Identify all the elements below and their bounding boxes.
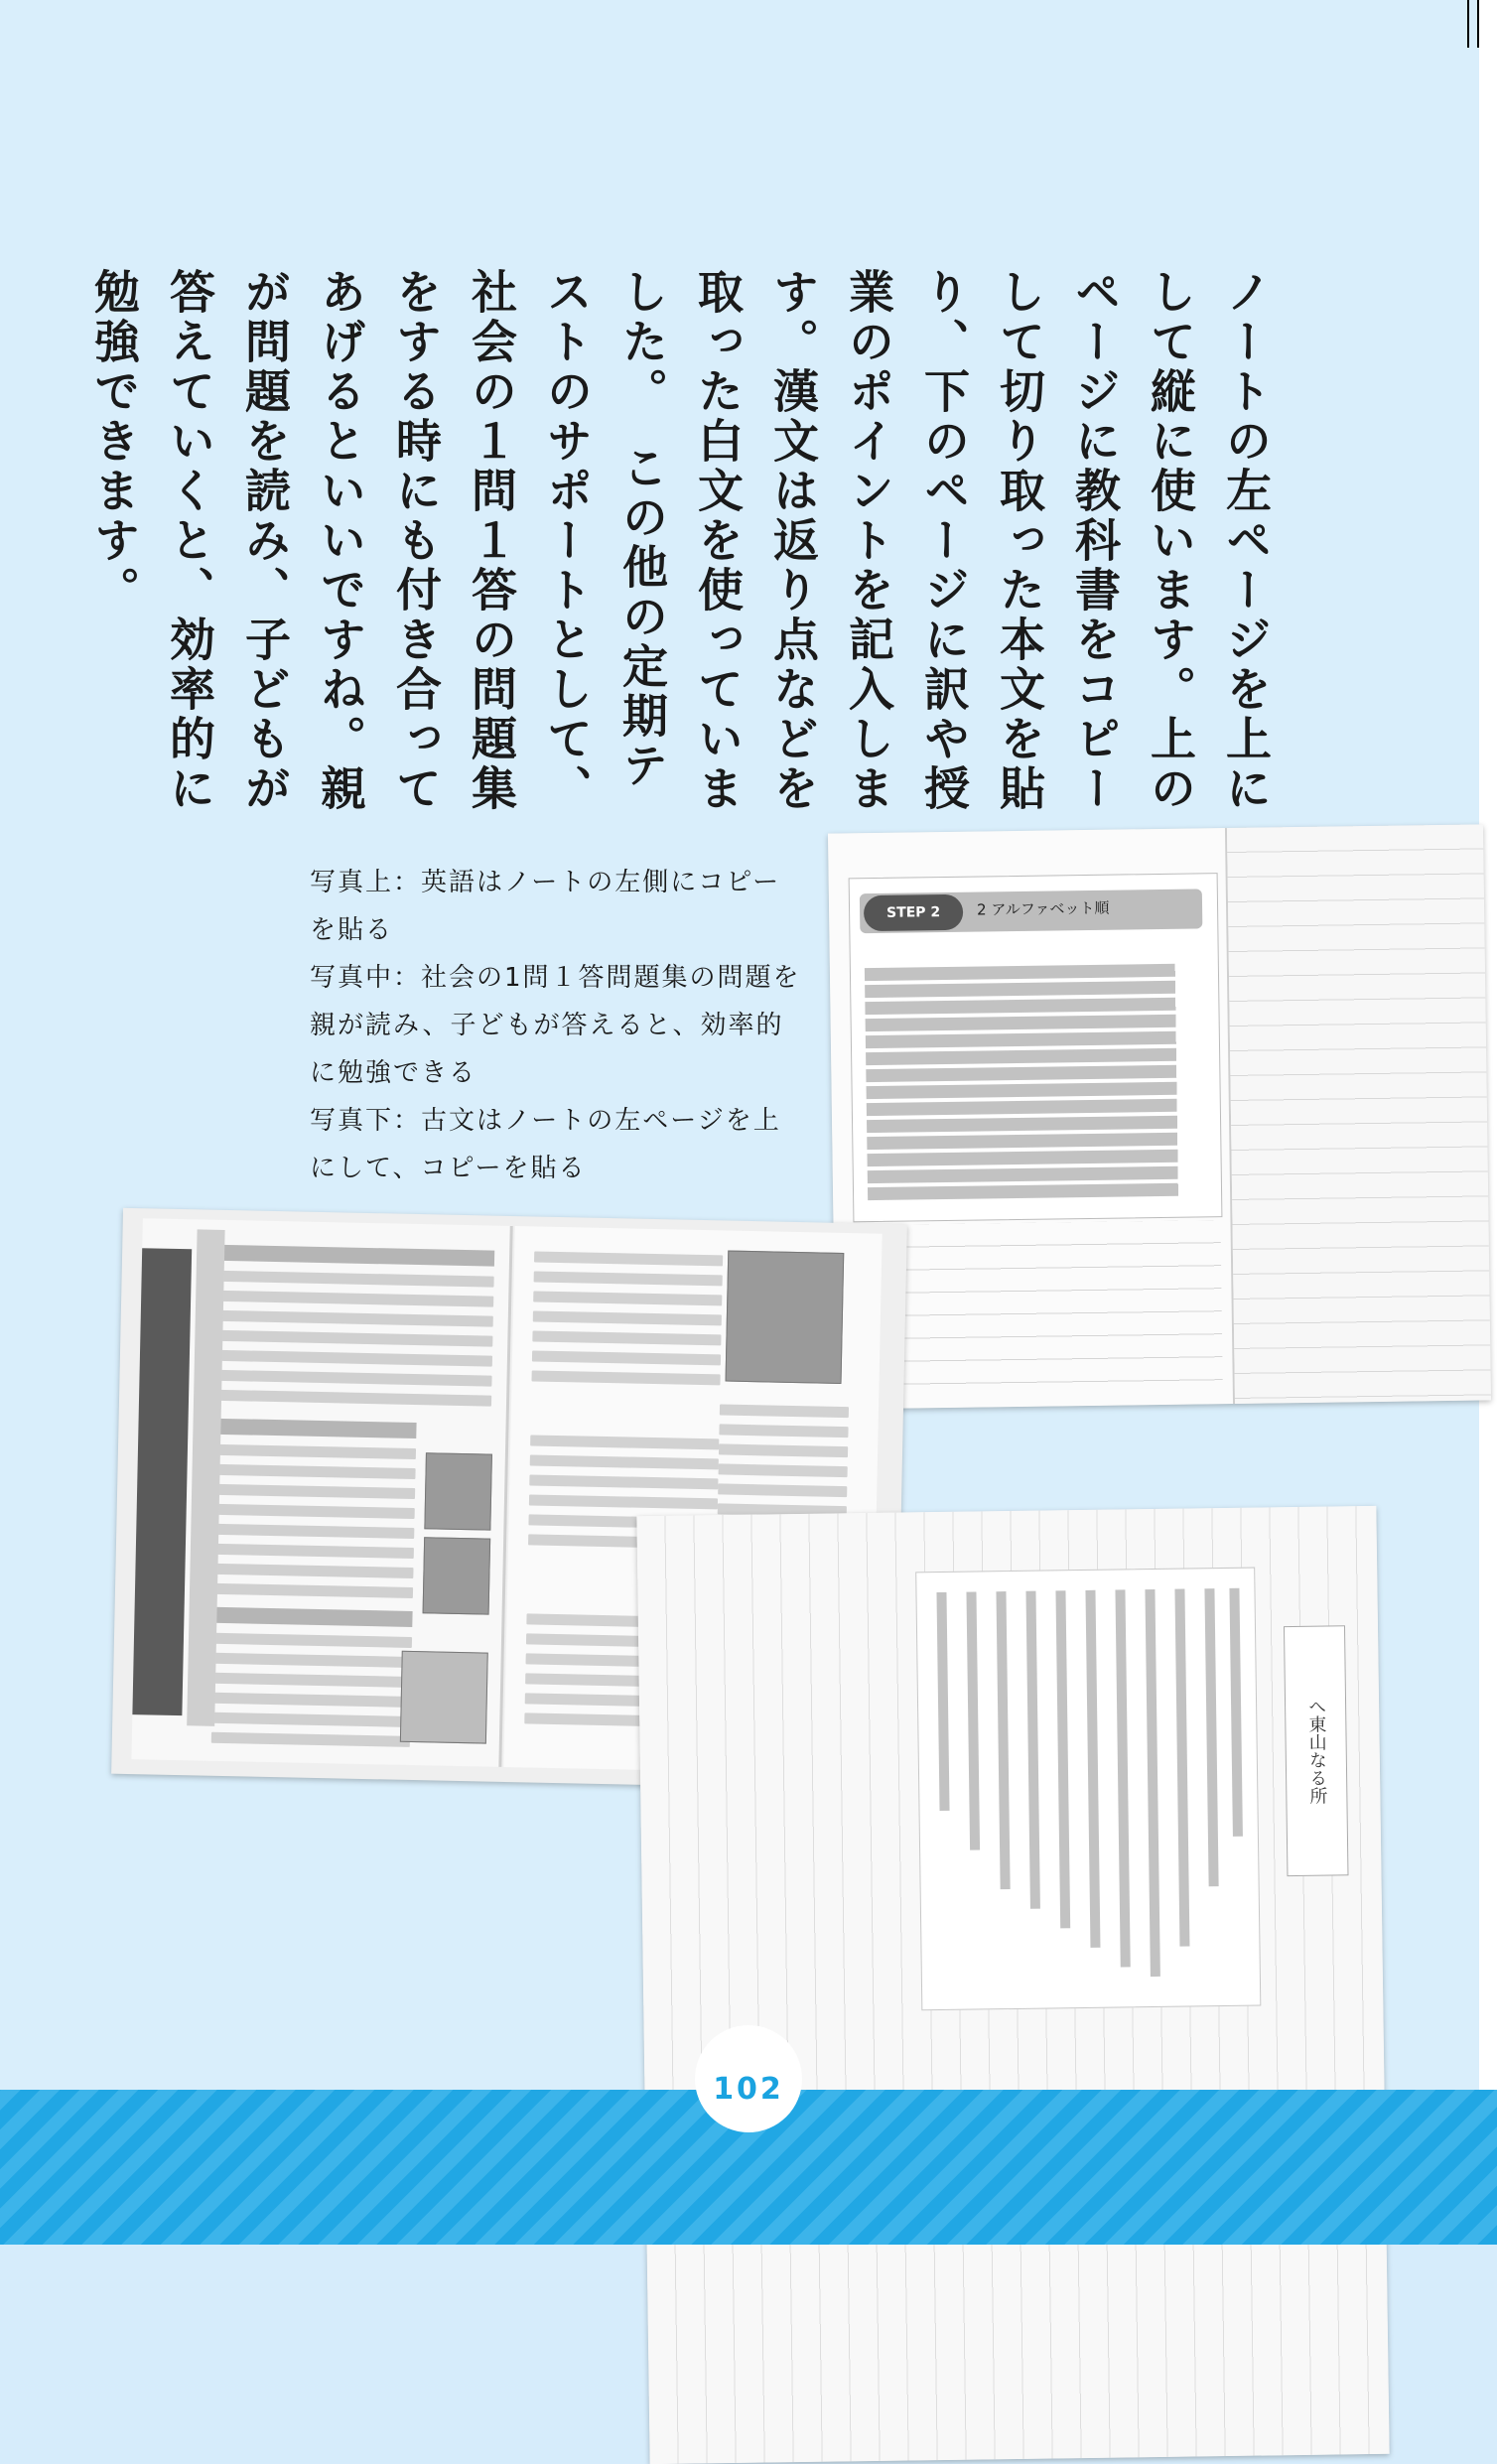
step-title: 2 アルファベット順 — [976, 898, 1110, 919]
question-block — [214, 1419, 417, 1607]
photo-captions — [310, 859, 806, 1192]
notebook-right-page — [1227, 824, 1491, 1404]
pasted-english-copy — [849, 873, 1223, 1222]
english-text-lines — [865, 963, 1205, 1204]
crop-mark — [1467, 0, 1469, 48]
crop-mark — [1477, 0, 1479, 48]
kobun-title: へ東山なる所 — [1284, 1625, 1349, 1876]
book-illustration — [424, 1452, 492, 1530]
book-illustration — [423, 1537, 491, 1614]
caption-middle: 写真中：社会の1問１答問題集の問題を親が読み、子どもが答えると、効率的に勉強できる — [310, 963, 801, 1088]
english-notebook-photo — [828, 824, 1491, 1409]
question-block — [218, 1245, 494, 1416]
page-number: 102 — [695, 2025, 802, 2132]
bull-illustration — [400, 1651, 488, 1744]
notebook-ruled-lines — [853, 1220, 1222, 1399]
caption-bottom: 写真下：古文はノートの左ページを上にして、コピーを貼る — [310, 1106, 781, 1183]
stupa-photo — [726, 1251, 845, 1384]
caption-top: 写真上：英語はノートの左側にコピーを貼る — [310, 868, 781, 945]
question-block — [211, 1607, 413, 1756]
pasted-kobun-copy — [915, 1568, 1261, 2011]
answer-block — [531, 1251, 723, 1394]
book-side-tab — [132, 1248, 192, 1715]
kobun-notebook-photo — [636, 1506, 1389, 2464]
step-badge: STEP 2 — [864, 894, 963, 931]
body-text: ノートの左ページを上にして縦に使います。上のページに教科書をコピーして切り取った本文を貼り、下のページに訳や授業のポイントを記入します。漢文は返り点などを取った白文を使っていました。 この他の定期テストのサポートとして、社会の１問１答の問題集をする時にも付き合ってあげるといいですね。親が問題を読み、子どもが答えていくと、効率的に勉強できます。 — [87, 268, 1273, 814]
